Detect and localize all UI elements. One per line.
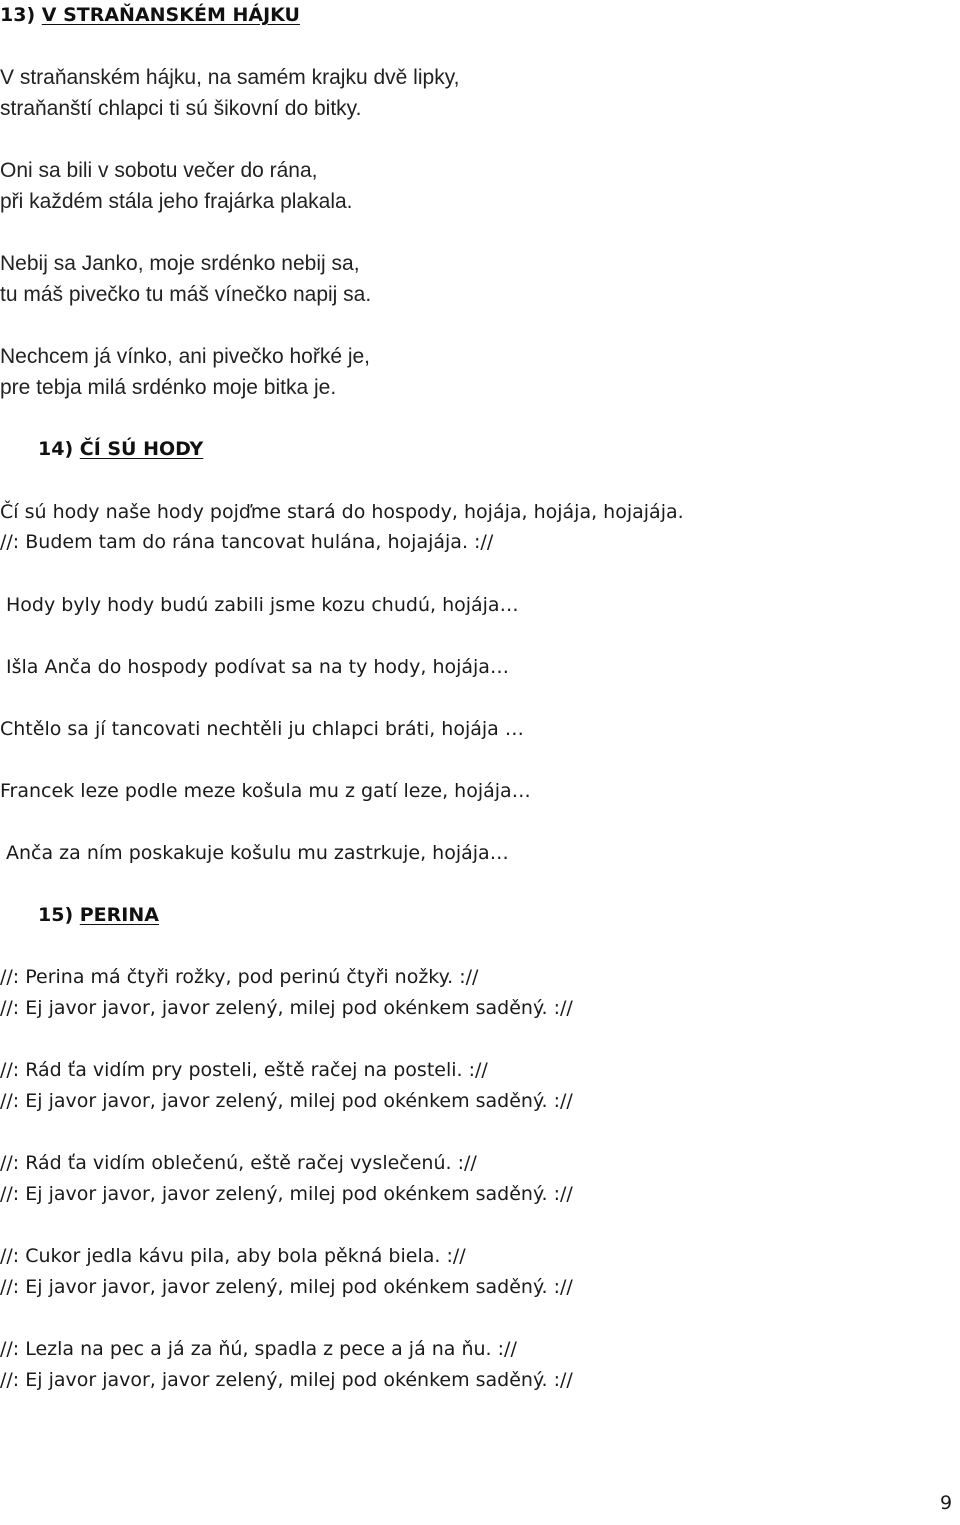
page-number: 9 [940, 1492, 953, 1514]
song14-heading [38, 440, 203, 459]
song13-line: Oni sa bili v sobotu večer do rána, [0, 159, 318, 182]
song15-line: //: Rád ťa vidím oblečenú, eště račej vyslečenú. :// [0, 1152, 477, 1174]
song15-line: //: Rád ťa vidím pry posteli, eště račej na posteli. :// [0, 1059, 488, 1081]
song15-title: PERINA [79, 904, 159, 926]
song15-line: //: Ej javor javor, javor zelený, milej pod okénkem saděný. :// [0, 1369, 573, 1391]
song13-line: Nechcem já vínko, ani pivečko hořké je, [0, 345, 371, 368]
song15-line: //: Cukor jedla kávu pila, aby bola pěkná biela. :// [0, 1245, 466, 1267]
song14-line: Išla Anča do hospody podívat sa na ty hody, hojája… [6, 656, 509, 678]
song14-number: 14) [38, 438, 74, 460]
song15-number: 15) [38, 904, 74, 926]
song14-title: ČÍ SÚ HODY [79, 438, 204, 460]
song14-line: Hody byly hody budú zabili jsme kozu chudú, hojája… [6, 594, 519, 616]
song13-line: Nebij sa Janko, moje srdénko nebij sa, [0, 252, 360, 275]
song15-line: //: Ej javor javor, javor zelený, milej pod okénkem saděný. :// [0, 997, 573, 1019]
song15-heading [38, 906, 159, 925]
song14-line: //: Budem tam do rána tancovat hulána, hojajája. :// [0, 531, 494, 553]
song15-line: //: Perina má čtyři rožky, pod perinú čtyři nožky. :// [0, 966, 479, 988]
song13-line: při každém stála jeho frajárka plakala. [0, 190, 353, 213]
song15-line: //: Ej javor javor, javor zelený, milej pod okénkem saděný. :// [0, 1276, 573, 1298]
song14-line: Francek leze podle meze košula mu z gatí leze, hojája… [0, 780, 531, 802]
song13-title: V STRAŇANSKÉM HÁJKU [41, 4, 300, 26]
song13-heading [0, 6, 300, 25]
song13-line: V straňanském hájku, na samém krajku dvě lipky, [0, 66, 460, 89]
song15-line: //: Ej javor javor, javor zelený, milej pod okénkem saděný. :// [0, 1183, 573, 1205]
song14-line: Anča za ním poskakuje košulu mu zastrkuje, hojája… [6, 842, 509, 864]
song13-line: tu máš pivečko tu máš vínečko napij sa. [0, 283, 372, 306]
song13-line: pre tebja milá srdénko moje bitka je. [0, 376, 337, 399]
song13-number: 13) [0, 4, 36, 26]
song15-line: //: Lezla na pec a já za ňú, spadla z pece a já na ňu. :// [0, 1338, 517, 1360]
song14-line: Čí sú hody naše hody pojďme stará do hospody, hojája, hojája, hojajája. [0, 501, 684, 523]
song13-line: straňanští chlapci ti sú šikovní do bitky. [0, 97, 362, 120]
song14-line: Chtělo sa jí tancovati nechtěli ju chlapci bráti, hojája … [0, 718, 524, 740]
song15-line: //: Ej javor javor, javor zelený, milej pod okénkem saděný. :// [0, 1090, 573, 1112]
